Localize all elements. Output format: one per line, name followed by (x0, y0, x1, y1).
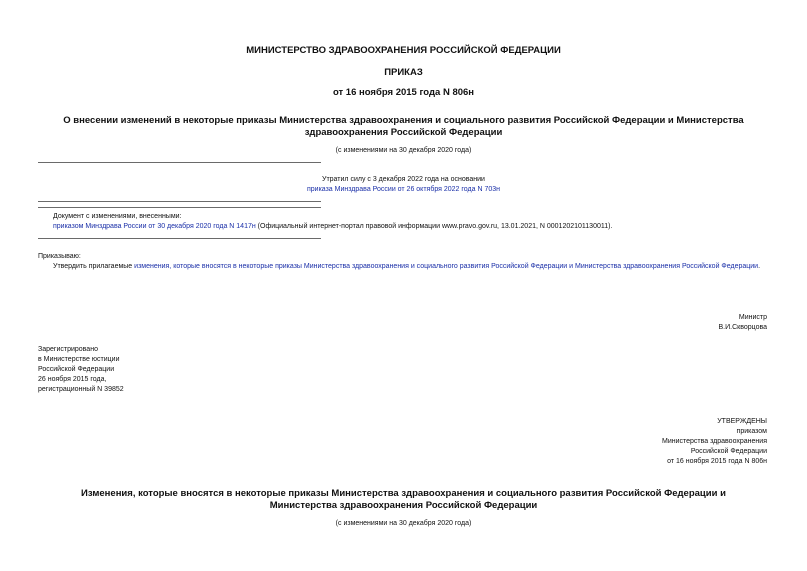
registration-line: 26 ноября 2015 года, (38, 376, 107, 383)
doc-type: ПРИКАЗ (384, 67, 423, 78)
approve-suffix: . (758, 263, 761, 270)
approved-block (662, 417, 767, 467)
divider (38, 201, 321, 202)
lost-force-link[interactable]: приказа Минздрава России от 26 октября 2022 года N 703н (306, 186, 501, 193)
signature-position: Министр (738, 314, 767, 321)
doc-title: О внесении изменений в некоторые приказы Министерства здравоохранения и социального развития Российской Федерации и Министерства здравоохранения Российской Федерации (63, 115, 744, 138)
doc-date-number: от 16 ноября 2015 года N 806н (332, 87, 475, 98)
order-word: Приказываю: (38, 253, 81, 260)
lost-force-text: Утратил силу с 3 декабря 2022 года на основании (322, 176, 485, 183)
edition-note: (с изменениями на 30 декабря 2020 года) (335, 147, 472, 154)
changes-source: (Официальный интернет-портал правовой информации www.pravo.gov.ru, 13.01.2021, N 0001202101130011). (255, 223, 613, 230)
signature-name: В.И.Скворцова (718, 324, 767, 331)
ministry-heading: МИНИСТЕРСТВО ЗДРАВООХРАНЕНИЯ РОССИЙСКОЙ ФЕДЕРАЦИИ (246, 45, 561, 56)
registration-block (38, 345, 124, 395)
changes-label: Документ с изменениями, внесенными: (53, 213, 182, 220)
divider (38, 162, 321, 163)
approved-line: приказом (736, 428, 767, 435)
approve-prefix: Утвердить прилагаемые (53, 263, 135, 270)
registration-line: регистрационный N 39852 (38, 386, 124, 393)
registration-line: Российской Федерации (38, 366, 115, 373)
approved-line: Российской Федерации (690, 448, 767, 455)
approve-paragraph (38, 262, 768, 272)
divider (38, 207, 321, 208)
approve-link[interactable]: изменения, которые вносятся в некоторые приказы Министерства здравоохранения и социального развития Российской Федерации и Министерства здравоохранения Российской Федерации (134, 263, 759, 270)
approved-line: Министерства здравоохранения (662, 438, 767, 445)
approved-line: от 16 ноября 2015 года N 806н (667, 458, 767, 465)
approved-line: УТВЕРЖДЕНЫ (717, 418, 767, 425)
annex-title: Изменения, которые вносятся в некоторые приказы Министерства здравоохранения и социального развития Российской Федерации и Министерства здравоохранения Российской Федерации (81, 488, 726, 511)
divider (38, 238, 321, 239)
changes-link[interactable]: приказом Минздрава России от 30 декабря 2020 года N 1417н (53, 223, 256, 230)
changes-line (53, 222, 612, 232)
registration-line: в Министерстве юстиции (38, 356, 120, 363)
annex-edition-note: (с изменениями на 30 декабря 2020 года) (335, 520, 472, 527)
registration-line: Зарегистрировано (38, 346, 98, 353)
